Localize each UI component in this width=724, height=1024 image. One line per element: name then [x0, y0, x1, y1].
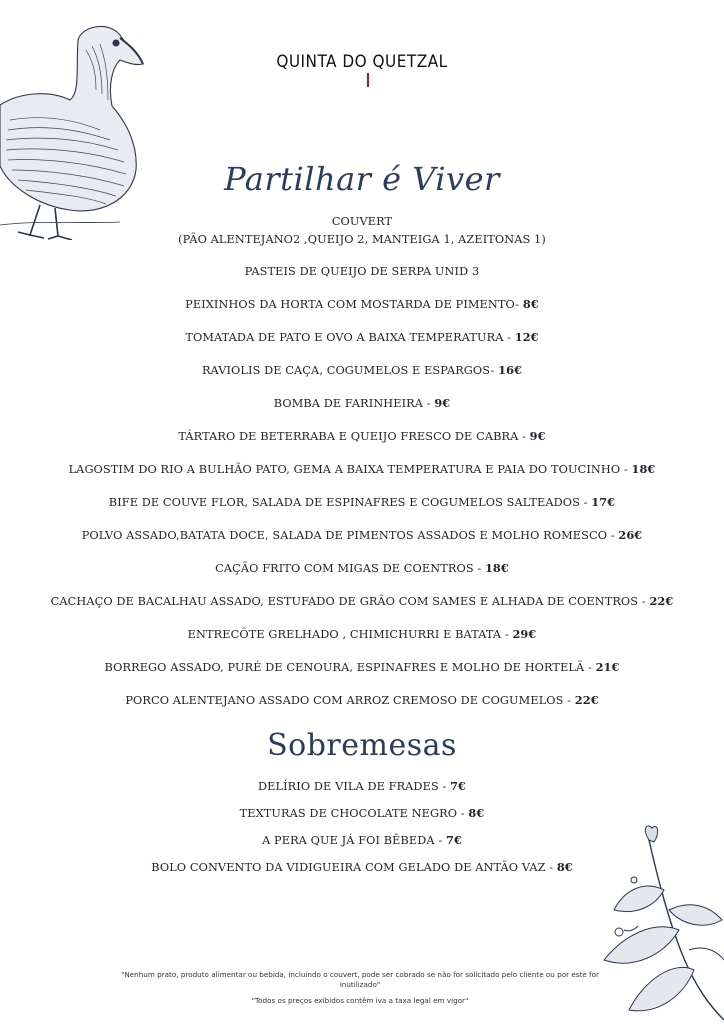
menu-item: [0, 627, 724, 641]
menu-item: [0, 660, 724, 674]
menu-item-price: 9€: [529, 429, 546, 443]
menu-item: [0, 330, 724, 344]
menu-item-price: 21€: [595, 660, 620, 674]
menu-item-price: 8€: [522, 297, 539, 311]
mint-plant-illustration: [594, 820, 724, 1024]
menu-item-name: BOLO CONVENTO DA VIDIGUEIRA COM GELADO DE ANTÃO VAZ -: [151, 861, 557, 874]
menu-item-name: DELÍRIO DE VILA DE FRADES -: [257, 780, 451, 793]
menu-item-name: BORREGO ASSADO, PURÉ DE CENOURA, ESPINAFRES E MOLHO DE HORTELÃ -: [104, 661, 596, 674]
menu-item-price: 26€: [618, 528, 643, 542]
menu-item: [0, 806, 724, 820]
menu-item-price: 18€: [631, 462, 656, 476]
footer-note-vat: "Todos os preços exibidos contêm iva a taxa legal em vigor": [251, 996, 469, 1005]
menu-item-name: RAVIOLIS DE CAÇA, COGUMELOS E ESPARGOS-: [201, 364, 499, 377]
menu-item-name: PORCO ALENTEJANO ASSADO COM ARROZ CREMOSO DE COGUMELOS -: [125, 694, 575, 707]
menu-item: [0, 396, 724, 410]
menu-item-name: TÁRTARO DE BETERRABA E QUEIJO FRESCO DE CABRA -: [178, 430, 530, 443]
menu-item: [0, 833, 724, 847]
menu-item-price: 9€: [434, 396, 451, 410]
menu-item: [0, 232, 724, 246]
menu-item: [0, 429, 724, 443]
brand-logo: QUINTA DO QUETZAL: [276, 52, 448, 72]
menu-item: [0, 462, 724, 476]
menu-item-name: ENTRECÔTE GRELHADO , CHIMICHURRI E BATATA -: [187, 628, 513, 641]
menu-item: [0, 495, 724, 509]
menu-item: [0, 561, 724, 575]
menu-item: [0, 779, 724, 793]
brand-accent-mark: [367, 73, 369, 87]
menu-item-price: 12€: [514, 330, 539, 344]
menu-item-price: 29€: [512, 627, 537, 641]
menu-item-name: TEXTURAS DE CHOCOLATE NEGRO -: [239, 807, 469, 820]
section-title-sharing: Partilhar é Viver: [224, 160, 500, 198]
menu-item-name: COUVERT: [331, 215, 393, 228]
section-title-desserts: Sobremesas: [267, 728, 457, 763]
menu-item: [0, 297, 724, 311]
menu-item-price: 7€: [446, 833, 462, 847]
menu-item-price: 22€: [574, 693, 599, 707]
duck-illustration: [0, 10, 150, 240]
menu-item-name: (PÃO ALENTEJANO2 ,QUEIJO 2, MANTEIGA 1, AZEITONAS 1): [178, 233, 546, 246]
menu-item-name: POLVO ASSADO,BATATA DOCE, SALADA DE PIMENTOS ASSADOS E MOLHO ROMESCO -: [81, 529, 619, 542]
menu-item: [0, 363, 724, 377]
menu-item-price: 8€: [556, 860, 573, 874]
menu-item-price: 22€: [649, 594, 674, 608]
menu-item-name: A PERA QUE JÁ FOI BÊBEDA -: [262, 834, 446, 847]
menu-item: [0, 528, 724, 542]
menu-item-name: CAÇÃO FRITO COM MIGAS DE COENTROS -: [215, 562, 485, 575]
menu-item: [0, 594, 724, 608]
menu-item-name: BOMBA DE FARINHEIRA -: [273, 397, 435, 410]
menu-item-price: 8€: [468, 806, 485, 820]
menu-item-name: TOMATADA DE PATO E OVO A BAIXA TEMPERATURA -: [185, 331, 515, 344]
menu-item-price: 17€: [591, 495, 616, 509]
menu-item-name: PEIXINHOS DA HORTA COM MOSTARDA DE PIMENTO-: [185, 298, 523, 311]
menu-item: [0, 264, 724, 278]
menu-item-price: 7€: [450, 779, 467, 793]
menu-item-price: 18€: [484, 561, 509, 575]
menu-item-name: BIFE DE COUVE FLOR, SALADA DE ESPINAFRES E COGUMELOS SALTEADOS -: [108, 496, 592, 509]
menu-item-price: 16€: [498, 363, 523, 377]
menu-item-name: PASTEIS DE QUEIJO DE SERPA UNID 3: [244, 265, 480, 278]
footer-note-couvert: "Nenhum prato, produto alimentar ou bebida, incluindo o couvert, pode ser cobrado se não for solicitado pelo cliente ou por este for inutilizado": [121, 970, 599, 989]
menu-item: [0, 693, 724, 707]
menu-item-name: LAGOSTIM DO RIO A BULHÃO PATO, GEMA A BAIXA TEMPERATURA E PAIA DO TOUCINHO -: [68, 463, 632, 476]
menu-item: [0, 214, 724, 228]
menu-item-name: CACHAÇO DE BACALHAU ASSADO, ESTUFADO DE GRÃO COM SAMES E ALHADA DE COENTROS -: [50, 595, 650, 608]
menu-item: [0, 860, 724, 874]
